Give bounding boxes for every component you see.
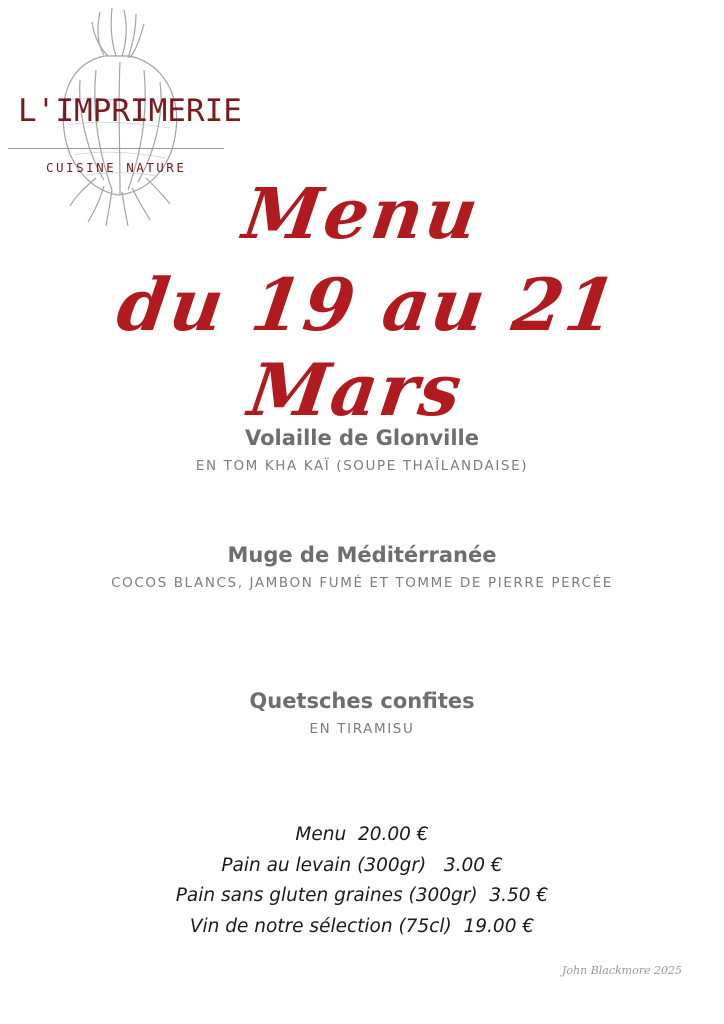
price-bread-gluten-free: Pain sans gluten graines (300gr) 3.50 €	[175, 885, 549, 906]
price-wine: Vin de notre sélection (75cl) 19.00 €	[189, 915, 535, 937]
menu-title: Menu	[238, 172, 486, 255]
course-item	[0, 689, 724, 737]
logo-divider	[8, 148, 224, 149]
price-bread-levain: Pain au levain (300gr) 3.00 €	[221, 854, 503, 876]
course-item	[0, 426, 724, 474]
course-name: Quetsches confites	[249, 689, 475, 713]
credit-signature: John Blackmore 2025	[562, 964, 682, 977]
course-name: Muge de Méditérranée	[227, 543, 497, 567]
course-description: EN TIRAMISU	[309, 721, 415, 737]
logo-name: L'IMPRIMERIE	[18, 93, 242, 129]
course-description: EN TOM KHA KAÏ (SOUPE THAÎLANDAISE)	[195, 458, 529, 474]
price-menu: Menu 20.00 €	[295, 824, 429, 845]
price-list	[0, 820, 724, 942]
course-item	[0, 543, 724, 591]
menu-dates: du 19 au 21 Mars	[112, 262, 624, 432]
course-description: COCOS BLANCS, JAMBON FUMÉ ET TOMME DE PIERRE PERCÉE	[111, 575, 613, 591]
course-name: Volaille de Glonville	[245, 426, 479, 450]
logo-tagline: CUISINE NATURE	[46, 160, 187, 175]
